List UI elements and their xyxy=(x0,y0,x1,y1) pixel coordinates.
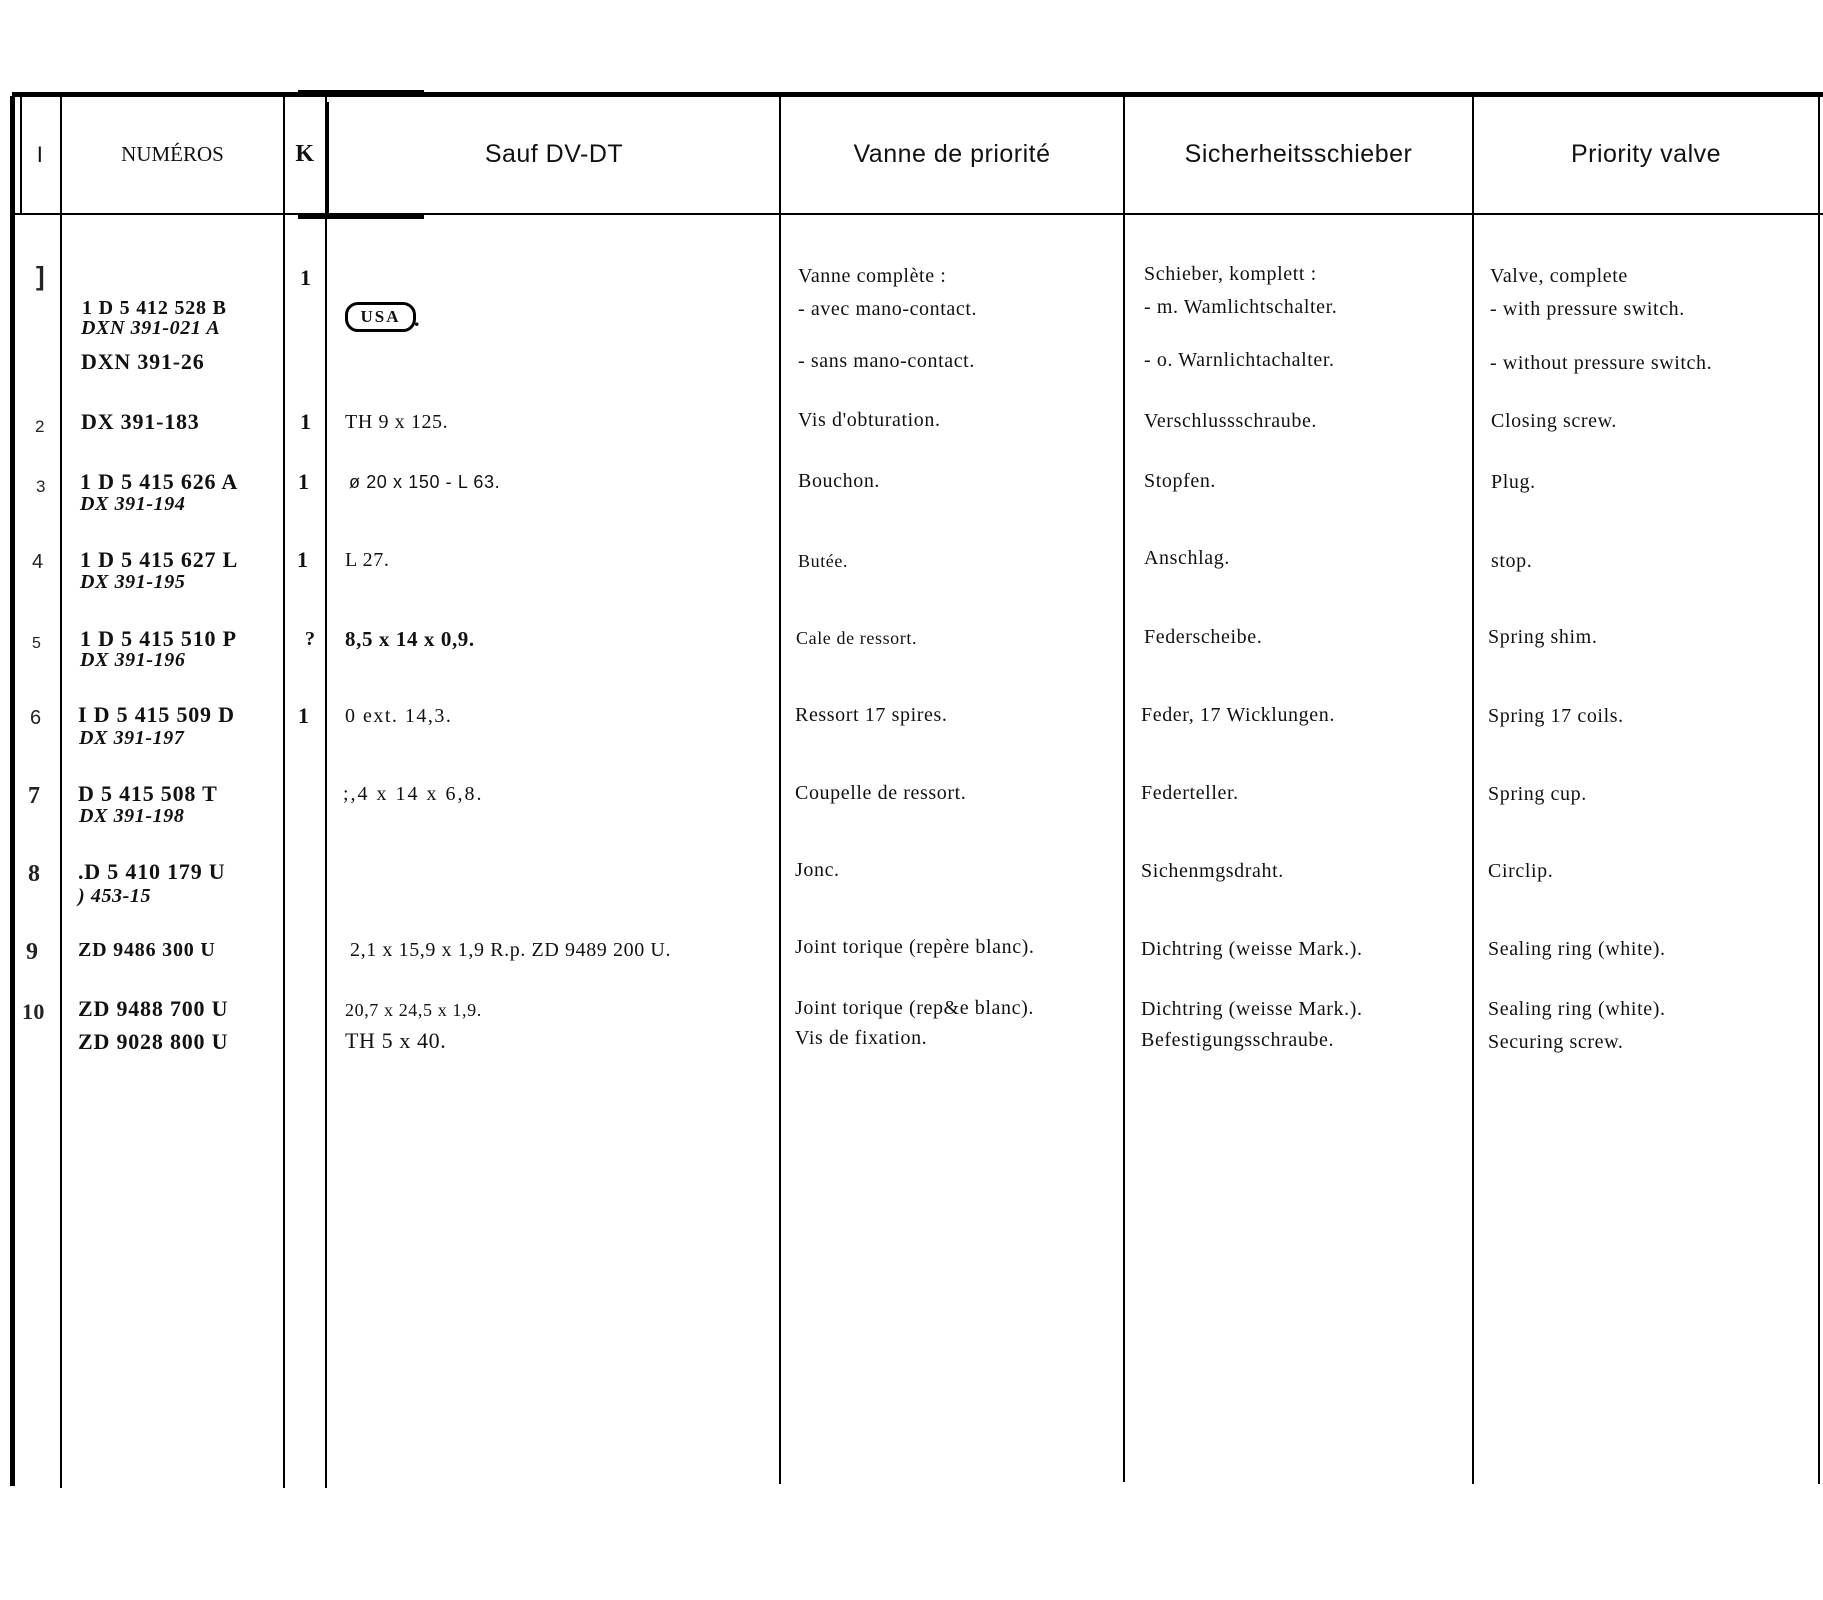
row-index: 4 xyxy=(32,551,44,573)
row-index: 7 xyxy=(28,783,41,809)
english-description: Securing screw. xyxy=(1488,1031,1624,1053)
german-description: Befestigungsschraube. xyxy=(1141,1029,1335,1051)
column-divider-index xyxy=(60,96,62,1488)
french-description: - sans mano-contact. xyxy=(798,350,975,372)
german-description: Sichenmgsdraht. xyxy=(1141,860,1284,882)
german-description: Schieber, komplett : xyxy=(1144,263,1317,285)
english-description: Spring shim. xyxy=(1488,626,1598,648)
variant-spec: ø 20 x 150 - L 63. xyxy=(349,472,501,492)
part-reference: ZD 9486 300 U xyxy=(78,939,216,961)
german-description: - m. Wamlichtschalter. xyxy=(1144,296,1338,318)
part-reference: DXN 391-021 A xyxy=(81,317,221,339)
column-divider-k xyxy=(325,96,327,1488)
k-column-bottom-mark xyxy=(298,215,424,219)
german-description: Federscheibe. xyxy=(1144,626,1263,648)
german-description: Stopfen. xyxy=(1144,470,1217,492)
part-reference: DX 391-194 xyxy=(80,493,186,515)
english-description: - with pressure switch. xyxy=(1490,298,1685,320)
french-description: Vanne complète : xyxy=(798,265,947,287)
english-description: Spring 17 coils. xyxy=(1488,705,1624,727)
german-description: Feder, 17 Wicklungen. xyxy=(1141,704,1335,726)
quantity: 1 xyxy=(298,469,310,494)
quantity: 1 xyxy=(297,547,309,572)
quantity: 1 xyxy=(298,703,310,728)
row-index: 5 xyxy=(32,635,42,652)
french-description: Cale de ressort. xyxy=(796,628,918,648)
english-description: Closing screw. xyxy=(1491,410,1617,432)
variant-spec: 2,1 x 15,9 x 1,9 R.p. ZD 9489 200 U. xyxy=(350,939,672,961)
french-description: Bouchon. xyxy=(798,470,881,492)
header-english: Priority valve xyxy=(1570,140,1722,168)
french-description: Coupelle de ressort. xyxy=(795,782,967,804)
french-description: - avec mano-contact. xyxy=(798,298,978,320)
variant-spec: 20,7 x 24,5 x 1,9. xyxy=(345,1000,482,1020)
part-number: 1 D 5 415 510 P xyxy=(80,626,237,651)
header-numbers: NUMÉROS xyxy=(121,142,224,166)
part-reference: DX 391-197 xyxy=(79,727,185,749)
variant-spec: TH 5 x 40. xyxy=(345,1028,447,1053)
english-description: Sealing ring (white). xyxy=(1488,998,1666,1020)
english-description: stop. xyxy=(1491,550,1533,572)
usa-stamp: USA xyxy=(345,302,416,332)
french-description: Butée. xyxy=(798,551,849,571)
variant-spec: 0 ext. 14,3. xyxy=(345,705,453,727)
part-reference: ) 453-15 xyxy=(78,885,152,907)
header-index: I xyxy=(36,141,44,167)
row-index: 6 xyxy=(30,707,42,729)
german-description: Verschlussschraube. xyxy=(1144,410,1318,432)
german-description: - o. Warnlichtachalter. xyxy=(1144,349,1335,371)
row-index: 8 xyxy=(28,861,41,887)
part-reference: DXN 391-26 xyxy=(81,349,205,374)
english-description: Circlip. xyxy=(1488,860,1554,882)
part-number: .D 5 410 179 U xyxy=(78,859,226,884)
part-reference: ZD 9028 800 U xyxy=(78,1029,229,1054)
english-description: Valve, complete xyxy=(1490,265,1628,287)
variant-spec: TH 9 x 125. xyxy=(345,411,449,433)
french-description: Joint torique (rep&e blanc). xyxy=(795,997,1034,1019)
english-description: Spring cup. xyxy=(1488,783,1587,805)
header-german: Sicherheitsschieber xyxy=(1184,140,1413,168)
english-description: - without pressure switch. xyxy=(1490,352,1713,374)
part-reference: DX 391-183 xyxy=(81,409,200,434)
quantity: 1 xyxy=(300,409,312,434)
german-description: Federteller. xyxy=(1141,782,1239,804)
german-description: Anschlag. xyxy=(1144,547,1230,569)
part-number: 1 D 5 415 627 L xyxy=(80,547,239,572)
part-reference: DX 391-198 xyxy=(79,805,185,827)
variant-spec: 8,5 x 14 x 0,9. xyxy=(345,627,475,651)
row-index: 10 xyxy=(22,999,45,1024)
french-description: Vis de fixation. xyxy=(795,1027,928,1049)
part-number: D 5 415 508 T xyxy=(78,781,218,806)
french-description: Joint torique (repère blanc). xyxy=(795,936,1035,958)
header-french: Vanne de priorité xyxy=(853,140,1051,168)
quantity: ? xyxy=(305,628,316,650)
row-index: ] xyxy=(36,261,46,291)
variant-spec: ;,4 x 14 x 6,8. xyxy=(343,783,484,805)
header-k: K xyxy=(295,141,315,167)
row-index: 2 xyxy=(35,417,45,436)
german-description: Dichtring (weisse Mark.). xyxy=(1141,998,1363,1020)
column-divider-french xyxy=(1123,96,1125,1482)
column-divider-english xyxy=(1818,96,1820,1484)
k-column-top-mark xyxy=(298,90,424,94)
part-reference: DX 391-195 xyxy=(80,571,186,593)
variant-spec: L 27. xyxy=(345,549,390,571)
english-description: Plug. xyxy=(1491,471,1536,493)
column-divider-variant xyxy=(779,96,781,1484)
german-description: Dichtring (weisse Mark.). xyxy=(1141,938,1363,960)
french-description: Vis d'obturation. xyxy=(798,409,941,431)
table-left-rule xyxy=(10,96,15,1486)
header-variant: Sauf DV-DT xyxy=(484,140,624,168)
stamp-dot: . xyxy=(414,306,420,331)
part-number: 1 D 5 415 626 A xyxy=(80,469,239,494)
column-divider-german xyxy=(1472,96,1474,1484)
french-description: Jonc. xyxy=(795,859,840,881)
english-description: Sealing ring (white). xyxy=(1488,938,1666,960)
row-index: 9 xyxy=(26,939,39,965)
row-index: 3 xyxy=(36,477,46,496)
part-reference: ZD 9488 700 U xyxy=(78,996,229,1021)
french-description: Ressort 17 spires. xyxy=(795,704,948,726)
part-reference: DX 391-196 xyxy=(80,649,186,671)
quantity: 1 xyxy=(300,265,312,290)
column-divider-numbers xyxy=(283,96,285,1488)
part-number: I D 5 415 509 D xyxy=(78,702,235,727)
part-number: 1 D 5 412 528 B xyxy=(82,297,227,319)
